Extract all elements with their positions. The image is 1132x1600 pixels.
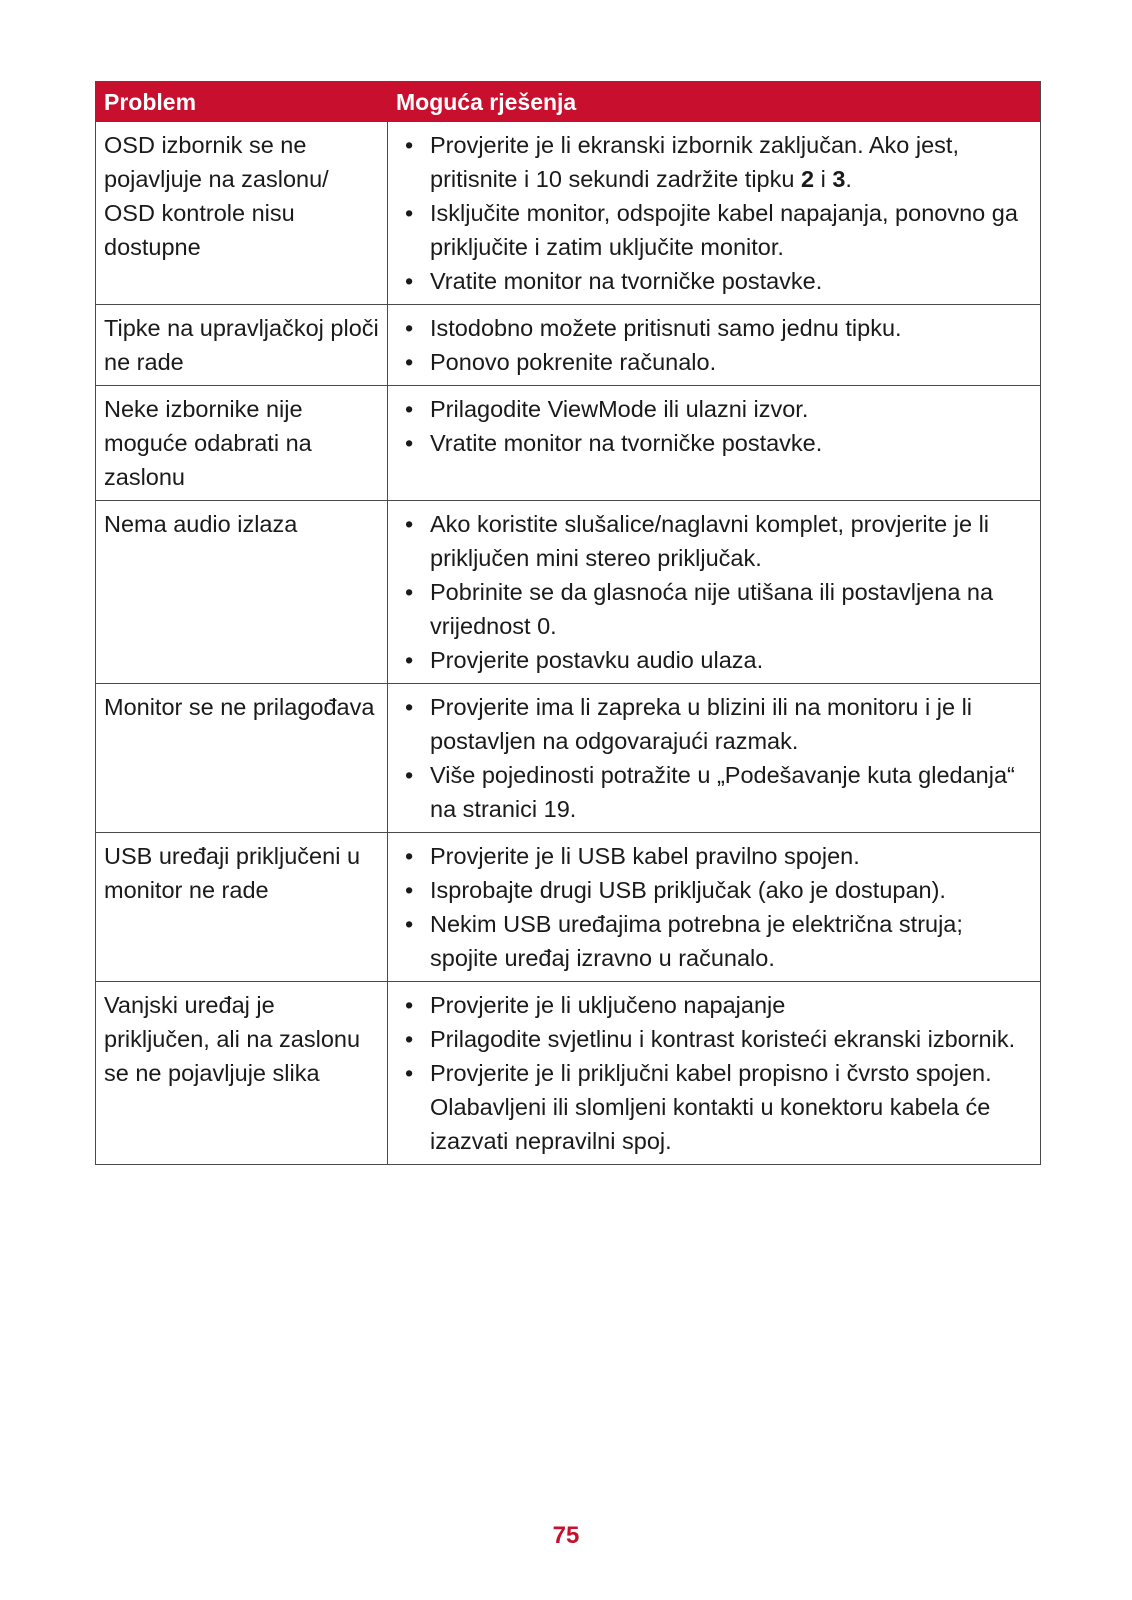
solution-item: • Nekim USB uređajima potrebna je električna struja; spojite uređaj izravno u računalo. (396, 907, 1034, 975)
solutions-cell (388, 122, 1041, 305)
solution-list (396, 128, 1034, 298)
solution-list (396, 507, 1034, 677)
problem-cell: USB uređaji priključeni u monitor ne rade (96, 833, 388, 982)
solution-list (396, 690, 1034, 826)
problem-cell: Nema audio izlaza (96, 501, 388, 684)
solution-item: • Isključite monitor, odspojite kabel napajanja, ponovno ga priključite i zatim uključite monitor. (396, 196, 1034, 264)
solutions-cell (388, 833, 1041, 982)
solution-item: • Provjerite postavku audio ulaza. (396, 643, 1034, 677)
problem-cell: Monitor se ne prilagođava (96, 684, 388, 833)
solution-item: • Prilagodite svjetlinu i kontrast koristeći ekranski izbornik. (396, 1022, 1034, 1056)
table-row (96, 122, 1041, 305)
table-row (96, 305, 1041, 386)
solution-item: • Provjerite je li uključeno napajanje (396, 988, 1034, 1022)
solution-item: • Isprobajte drugi USB priključak (ako je dostupan). (396, 873, 1034, 907)
problem-cell: OSD izbornik se ne pojavljuje na zaslonu/ OSD kontrole nisu dostupne (96, 122, 388, 305)
solution-item: • Ponovo pokrenite računalo. (396, 345, 1034, 379)
table-row (96, 833, 1041, 982)
table-row (96, 386, 1041, 501)
solution-item: • Provjerite je li USB kabel pravilno spojen. (396, 839, 1034, 873)
problem-cell: Vanjski uređaj je priključen, ali na zaslonu se ne pojavljuje slika (96, 982, 388, 1165)
table-row (96, 982, 1041, 1165)
table-row (96, 684, 1041, 833)
solution-item: • Više pojedinosti potražite u „Podešavanje kuta gledanja“ na stranici 19. (396, 758, 1034, 826)
header-problem: Problem (96, 82, 388, 122)
solution-item: • Prilagodite ViewMode ili ulazni izvor. (396, 392, 1034, 426)
solution-list (396, 311, 1034, 379)
solution-item: • Istodobno možete pritisnuti samo jednu tipku. (396, 311, 1034, 345)
solution-list (396, 988, 1034, 1158)
solutions-cell (388, 386, 1041, 501)
solutions-cell (388, 305, 1041, 386)
solution-item: • Vratite monitor na tvorničke postavke. (396, 264, 1034, 298)
table-row (96, 501, 1041, 684)
solution-item: • Ako koristite slušalice/naglavni komplet, provjerite je li priključen mini stereo priključak. (396, 507, 1034, 575)
solution-item: • Provjerite ima li zapreka u blizini ili na monitoru i je li postavljen na odgovarajući razmak. (396, 690, 1034, 758)
header-solutions: Moguća rješenja (388, 82, 1041, 122)
solutions-cell (388, 982, 1041, 1165)
solutions-cell (388, 684, 1041, 833)
solution-item: • Pobrinite se da glasnoća nije utišana ili postavljena na vrijednost 0. (396, 575, 1034, 643)
problem-cell: Neke izbornike nije moguće odabrati na zaslonu (96, 386, 388, 501)
troubleshooting-table (95, 81, 1041, 1165)
problem-cell: Tipke na upravljačkoj ploči ne rade (96, 305, 388, 386)
page-number: 75 (552, 1522, 580, 1549)
solution-list (396, 392, 1034, 460)
solution-item: • Vratite monitor na tvorničke postavke. (396, 426, 1034, 460)
solution-item: • Provjerite je li ekranski izbornik zaključan. Ako jest, pritisnite i 10 sekundi zadržite tipku 2 i 3. (396, 128, 1034, 196)
solution-list (396, 839, 1034, 975)
table-header-row (96, 82, 1041, 122)
solution-item: • Provjerite je li priključni kabel propisno i čvrsto spojen. Olabavljeni ili slomljeni kontakti u konektoru kabela će izazvati nepravilni spoj. (396, 1056, 1034, 1158)
solutions-cell (388, 501, 1041, 684)
